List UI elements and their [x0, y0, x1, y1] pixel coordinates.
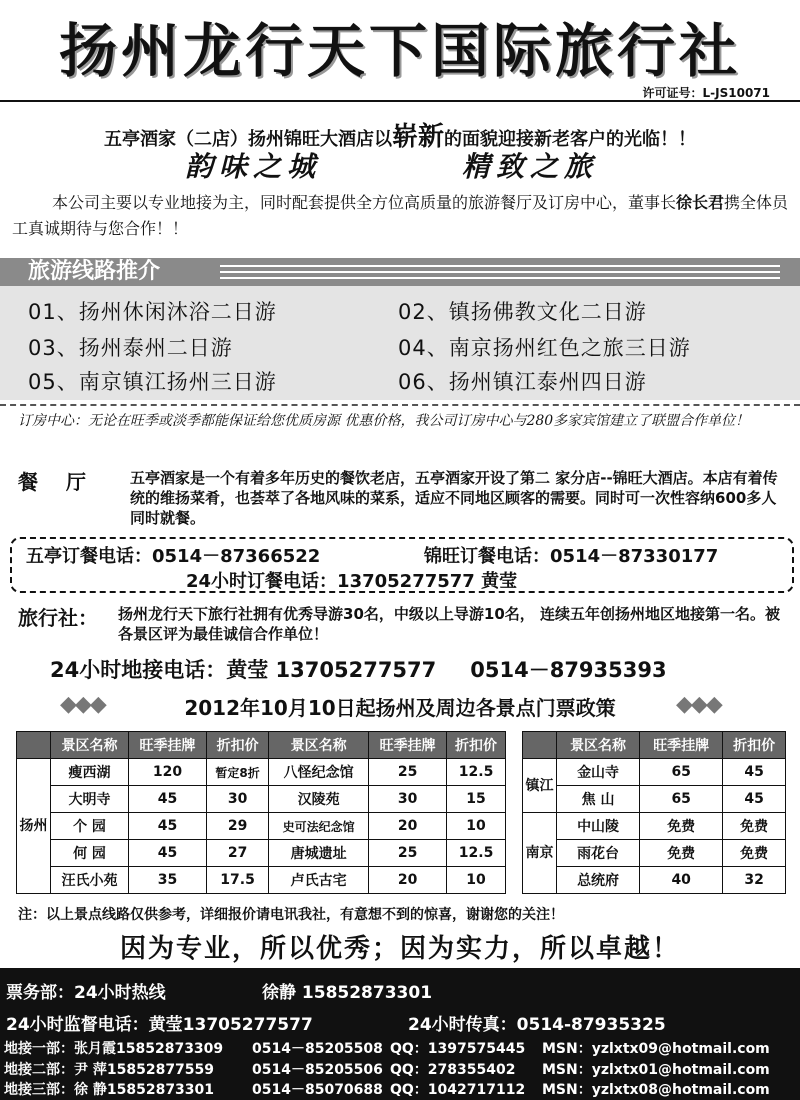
- welcome-prefix: 五亭酒家（二店）扬州锦旺大酒店以: [103, 129, 392, 150]
- col-header: 景区名称: [51, 732, 129, 759]
- band-decoration: [220, 265, 780, 279]
- ticket-policy-title: 2012年10月10日起扬州及周边各景点门票政策: [184, 696, 616, 720]
- list-price: 45: [129, 840, 207, 867]
- list-price: 65: [640, 759, 723, 786]
- table-row: [523, 840, 786, 867]
- welcome-highlight: 崭新: [391, 122, 444, 152]
- discount-price: 免费: [723, 813, 786, 840]
- route-item: 02、镇扬佛教文化二日游: [398, 300, 647, 324]
- col-header: 旺季挂牌: [640, 732, 723, 759]
- zhenjiang-nanjing-ticket-table: [522, 731, 786, 894]
- company-intro: [12, 190, 792, 242]
- welcome-line: [0, 116, 800, 153]
- col-header: 景区名称: [557, 732, 640, 759]
- list-price: 25: [369, 840, 447, 867]
- dept-contact: 地接三部：徐 静15852873301: [4, 1082, 215, 1098]
- ticket-department: 票务部：24小时热线: [6, 983, 166, 1003]
- list-price: 65: [640, 786, 723, 813]
- spot-name: 卢氏古宅: [269, 867, 369, 894]
- discount-price: 12.5: [447, 840, 506, 867]
- list-price: 免费: [640, 840, 723, 867]
- contact-row: [4, 1038, 770, 1058]
- discount-price: 29: [207, 813, 269, 840]
- table-row: [17, 786, 506, 813]
- region-cell: 扬州: [17, 759, 51, 894]
- col-header: 旺季挂牌: [369, 732, 447, 759]
- table-row: [523, 786, 786, 813]
- dept-msn: MSN：yzlxtx01@hotmail.com: [542, 1062, 770, 1078]
- hotline-landline: 0514－87935393: [470, 658, 667, 682]
- discount-price: 32: [723, 867, 786, 894]
- hotline-mobile: 24小时地接电话：黄莹 13705277577: [50, 658, 437, 682]
- dept-contact: 地接二部：尹 萍15852877559: [4, 1062, 215, 1078]
- table-row: [523, 813, 786, 840]
- spot-name: 大明寺: [51, 786, 129, 813]
- list-price: 20: [369, 813, 447, 840]
- route-item: 04、南京扬州红色之旅三日游: [398, 336, 691, 360]
- table-row: [17, 759, 506, 786]
- dept-qq: QQ：1042717112: [390, 1082, 526, 1098]
- list-price: 35: [129, 867, 207, 894]
- allday-dining-phone: 24小时订餐电话：13705277577 黄莹: [186, 571, 518, 592]
- spot-name: 个 园: [51, 813, 129, 840]
- col-header: 景区名称: [269, 732, 369, 759]
- discount-price: 10: [447, 867, 506, 894]
- route-item: 06、扬州镇江泰州四日游: [398, 370, 647, 394]
- motto: 因为专业，所以优秀；因为实力，所以卓越！: [119, 934, 680, 964]
- spot-name: 焦 山: [557, 786, 640, 813]
- dept-qq: QQ：278355402: [390, 1062, 516, 1078]
- route-item: 03、扬州泰州二日游: [28, 336, 233, 360]
- discount-price: 30: [207, 786, 269, 813]
- table-row: [17, 867, 506, 894]
- spot-name: 汉陵苑: [269, 786, 369, 813]
- agency-hotline: [50, 654, 667, 684]
- page-title: 扬州龙行天下国际旅行社: [58, 17, 741, 85]
- spot-name: 汪氏小苑: [51, 867, 129, 894]
- region-header: [523, 732, 557, 759]
- intro-text-1: 本公司主要以专业地接为主，同时配套提供全方位高质量的旅游餐厅及订房中心，董事长: [52, 193, 677, 212]
- dept-phone: 0514－85070688: [252, 1082, 383, 1098]
- jinwang-phone: 锦旺订餐电话：0514－87330177: [424, 546, 719, 567]
- ticket-contact: 徐静 15852873301: [262, 983, 433, 1003]
- dept-phone: 0514－85205506: [252, 1062, 383, 1078]
- table-header-row: [523, 732, 786, 759]
- spot-name: 中山陵: [557, 813, 640, 840]
- discount-price: 免费: [723, 840, 786, 867]
- dept-qq: QQ：1397575445: [390, 1041, 526, 1057]
- spot-name: 瘦西湖: [51, 759, 129, 786]
- booking-center-text: 订房中心：无论在旺季或淡季都能保证给您优质房源 优惠价格，我公司订房中心与280多家宾馆建立了联盟合作单位！: [18, 413, 750, 429]
- col-header: 折扣价: [723, 732, 786, 759]
- wuting-phone: 五亭订餐电话：0514－87366522: [26, 546, 321, 567]
- supervise-phone: 24小时监督电话：黄莹13705277577: [6, 1015, 313, 1035]
- discount-price: 10: [447, 813, 506, 840]
- list-price: 20: [369, 867, 447, 894]
- slogan-city: 韵味之城: [185, 150, 322, 183]
- fax-number: 24小时传真：0514-87935325: [408, 1015, 666, 1035]
- restaurant-text: 五亭酒家是一个有着多年历史的餐饮老店，五亭酒家开设了第二 家分店--锦旺大酒店。本店有着传统的维扬菜肴，也荟萃了各地风味的菜系，适应不同地区顾客的需要。同时可一次性容纳600多人同时就餐。: [130, 469, 778, 527]
- spot-name: 金山寺: [557, 759, 640, 786]
- restaurant-label: 餐厅: [18, 470, 114, 494]
- route-section-title: 旅游线路推介: [28, 259, 161, 284]
- table-row: [523, 867, 786, 894]
- discount-price: 15: [447, 786, 506, 813]
- license-number: 许可证号：L-JS10071: [642, 86, 770, 100]
- discount-price: 45: [723, 786, 786, 813]
- table-row: [17, 813, 506, 840]
- col-header: 折扣价: [447, 732, 506, 759]
- table-note: 注：以上景点线路仅供参考，详细报价请电讯我社，有意想不到的惊喜，谢谢您的关注！: [18, 907, 564, 923]
- contact-footer: [0, 968, 800, 1100]
- list-price: 40: [640, 867, 723, 894]
- dept-contact: 地接一部：张月霞15852873309: [4, 1041, 224, 1057]
- discount-price: 27: [207, 840, 269, 867]
- col-header: 折扣价: [207, 732, 269, 759]
- region-cell: 南京: [523, 813, 557, 894]
- discount-price: 17.5: [207, 867, 269, 894]
- diamond-decoration-right: ◆◆◆: [676, 692, 721, 717]
- slogan-journey: 精致之旅: [462, 150, 599, 183]
- dept-phone: 0514－85205508: [252, 1041, 383, 1057]
- spot-name: 史可法纪念馆: [269, 813, 369, 840]
- dept-msn: MSN：yzlxtx08@hotmail.com: [542, 1082, 770, 1098]
- table-row: [17, 840, 506, 867]
- intro-text-2: 携全体员工真诚期待与您合作！！: [12, 193, 789, 238]
- list-price: 45: [129, 786, 207, 813]
- header-divider: [0, 100, 800, 102]
- list-price: 45: [129, 813, 207, 840]
- welcome-suffix: 的面貌迎接新老客户的光临！！: [444, 129, 696, 150]
- diamond-decoration-left: ◆◆◆: [60, 692, 105, 717]
- yangzhou-ticket-table: [16, 731, 506, 894]
- spot-name: 八怪纪念馆: [269, 759, 369, 786]
- spot-name: 何 园: [51, 840, 129, 867]
- dept-msn: MSN：yzlxtx09@hotmail.com: [542, 1041, 770, 1057]
- agency-text: 扬州龙行天下旅行社拥有优秀导游30名，中级以上导游10名， 连续五年创扬州地区地接第一名。被各景区评为最佳诚信合作单位！: [118, 605, 780, 643]
- list-price: 120: [129, 759, 207, 786]
- discount-price: 暂定8折: [207, 759, 269, 786]
- spot-name: 唐城遗址: [269, 840, 369, 867]
- route-item: 01、扬州休闲沐浴二日游: [28, 300, 277, 324]
- section-divider: [0, 404, 800, 406]
- chairman-name: 徐长君: [676, 193, 725, 212]
- region-cell: 镇江: [523, 759, 557, 813]
- list-price: 免费: [640, 813, 723, 840]
- contact-row: [4, 1059, 770, 1079]
- agency-label: 旅行社：: [18, 606, 98, 630]
- discount-price: 12.5: [447, 759, 506, 786]
- discount-price: 45: [723, 759, 786, 786]
- col-header: 旺季挂牌: [129, 732, 207, 759]
- region-header: [17, 732, 51, 759]
- route-item: 05、南京镇江扬州三日游: [28, 370, 277, 394]
- list-price: 30: [369, 786, 447, 813]
- table-header-row: [17, 732, 506, 759]
- list-price: 25: [369, 759, 447, 786]
- table-row: [523, 759, 786, 786]
- spot-name: 雨花台: [557, 840, 640, 867]
- contact-row: [4, 1079, 770, 1099]
- spot-name: 总统府: [557, 867, 640, 894]
